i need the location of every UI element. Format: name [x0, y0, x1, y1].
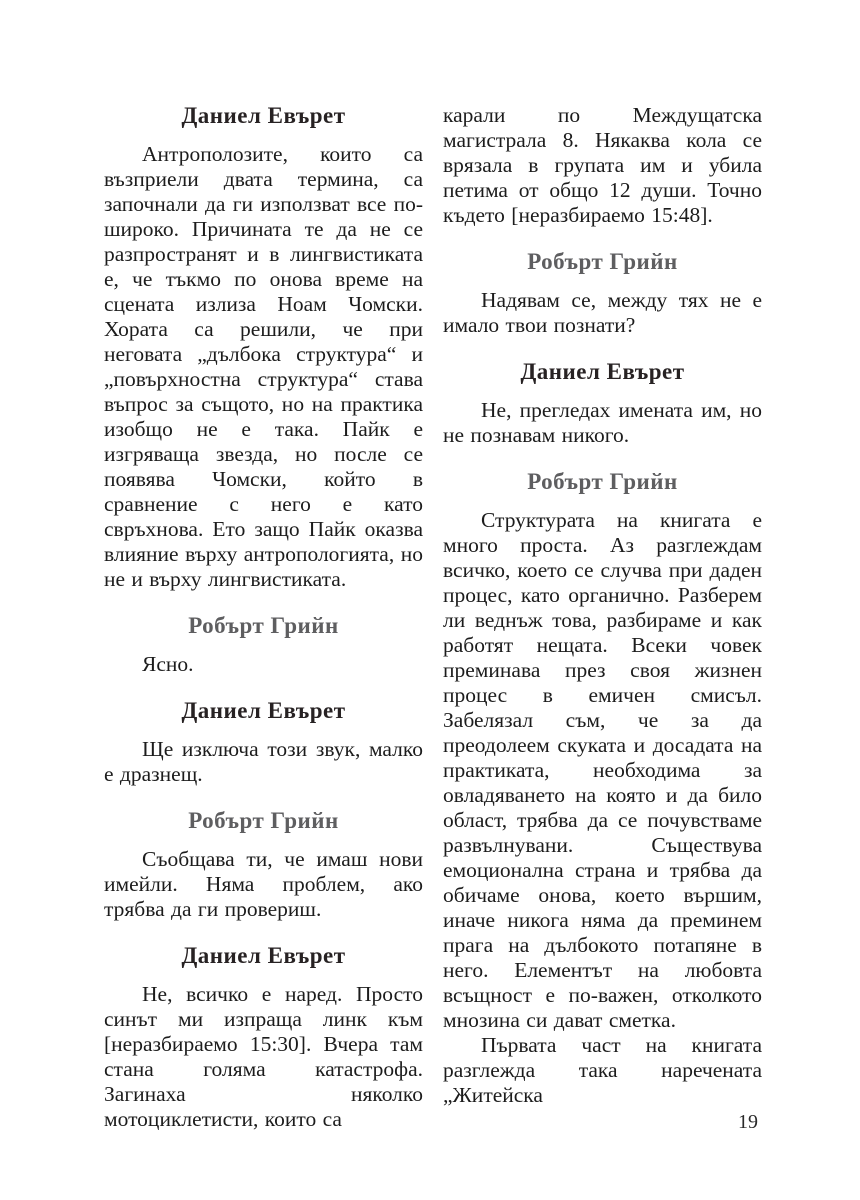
paragraph: карали по Междущатска магистрала 8. Някаква кола се врязала в групата им и убила петима от общо 12 души. Точно където [неразбираемо 15:48]. [443, 103, 762, 227]
paragraph: Структурата на книгата е много проста. Аз разглеждам всичко, което се случва при даден процес, като органично. Разберем ли веднъж това, разбираме и как работят нещата. Всеки човек преминава през своя жизнен процес в емичен смисъл. Забелязал съм, че за да преодолеем скуката и досадата на практиката, необходима за овладяването на която и да било област, трябва да се почувстваме развълнувани. Съществува емоционална страна и трябва да обичаме онова, което вършим, иначе никога няма да преминем прага на дълбокото потапяне в него. Елементът на любовта всъщност е по-важен, отколкото мнозина си дават сметка. [443, 508, 762, 1032]
paragraph: Надявам се, между тях не е имало твои познати? [443, 288, 762, 337]
paragraph: Съобщава ти, че имаш нови имейли. Няма проблем, ако трябва да ги провериш. [104, 847, 423, 921]
speaker-heading: Даниел Евърет [181, 943, 346, 968]
speaker-heading: Робърт Грийн [188, 613, 339, 638]
speaker-heading: Робърт Грийн [527, 469, 678, 494]
paragraph: Първата част на книгата разглежда така наречената „Житейска [443, 1033, 762, 1107]
page-number: 19 [738, 1111, 758, 1133]
speaker-heading: Даниел Евърет [181, 103, 346, 128]
paragraph: Ясно. [142, 652, 194, 676]
left-column [104, 103, 423, 1132]
paragraph: Не, прегледах имената им, но не познавам никого. [443, 398, 762, 447]
text-block [104, 103, 762, 1132]
right-column [443, 103, 762, 1132]
paragraph: Ще изключа този звук, малко е дразнещ. [104, 737, 423, 786]
speaker-heading: Робърт Грийн [188, 808, 339, 833]
speaker-heading: Даниел Евърет [520, 359, 685, 384]
paragraph: Не, всичко е наред. Просто синът ми изпраща линк към [неразбираемо 15:30]. Вчера там стана голяма катастрофа. Загинаха няколко мотоциклетисти, които са [104, 982, 423, 1131]
paragraph: Антрополозите, които са възприели двата термина, са започнали да ги използват все по-широко. Причината те да не се разпространят и в лингвистиката е, че тъкмо по онова време на сцената излиза Ноам Чомски. Хората са решили, че при неговата „дълбока структура“ и „повърхностна структура“ става въпрос за същото, но на практика изобщо не е така. Пайк е изгряваща звезда, но после се появява Чомски, който в сравнение с него е като свръхнова. Ето защо Пайк оказва влияние върху антропологията, но не и върху лингвистиката. [104, 142, 423, 591]
speaker-heading: Даниел Евърет [181, 698, 346, 723]
speaker-heading: Робърт Грийн [527, 249, 678, 274]
